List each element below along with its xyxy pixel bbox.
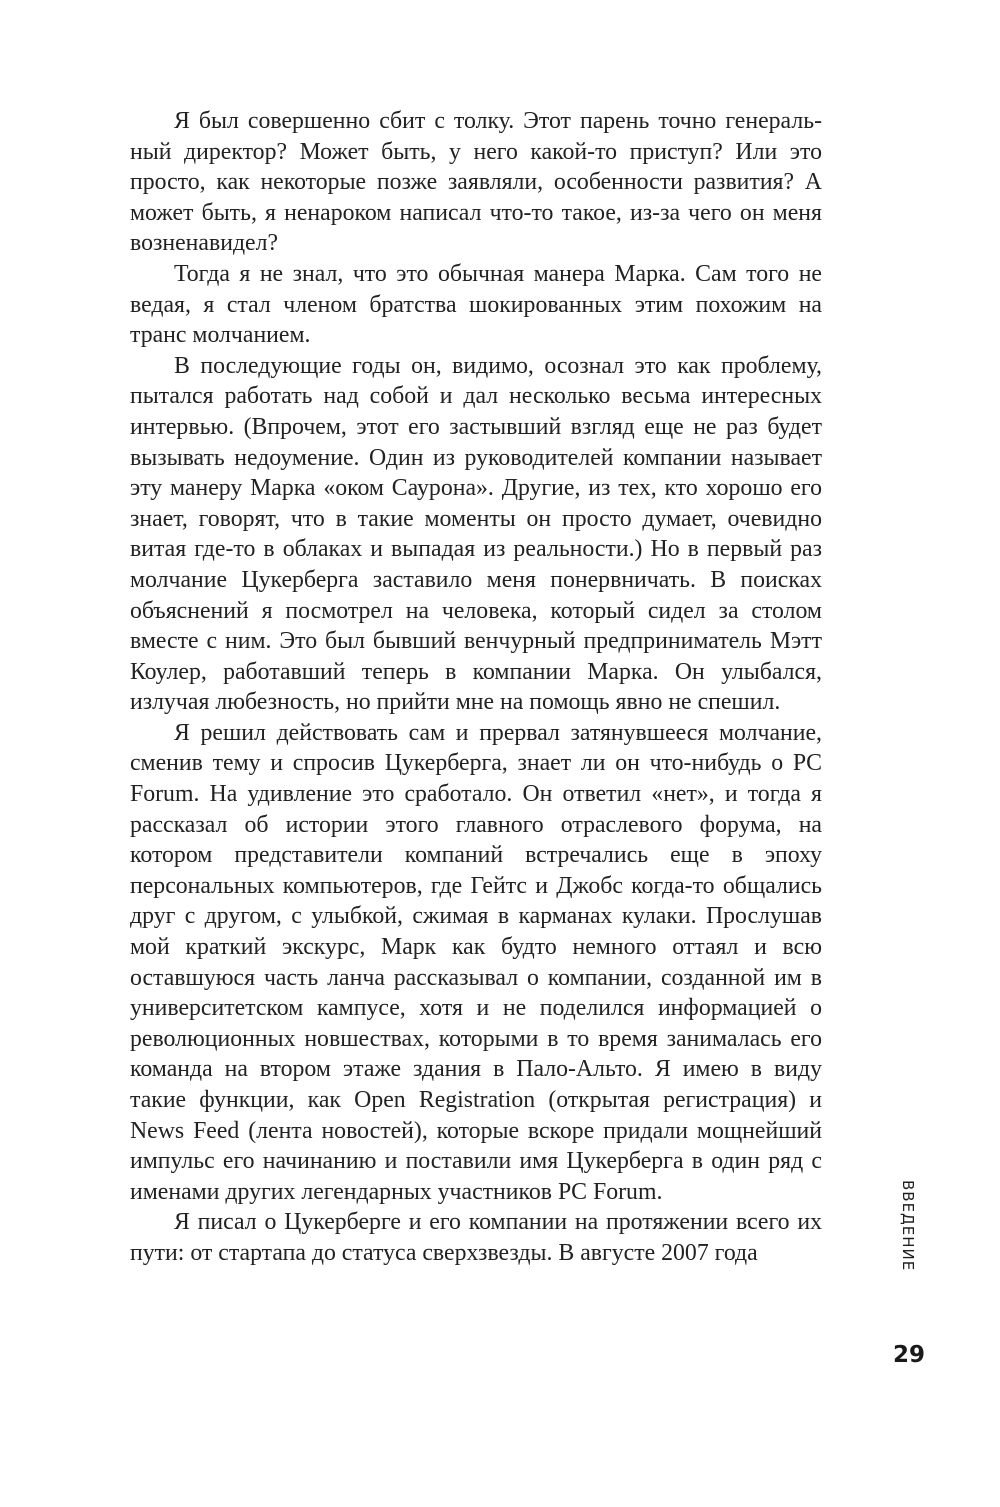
paragraph-4: Я решил действовать сам и прервал затянувшееся молчание, сменив тему и спросив Цукерберга, знает ли он что-нибудь о PC Forum. На удивление это сработало. Он ответил «нет», и тогда я рассказал об истории этого главного отраслевого форума, на котором представители компаний встречались еще в эпоху персональных компьютеров, где Гейтс и Джобс когда-то общались друг с другом, с улыбкой, сжимая в карманах кулаки. Прослушав мой краткий экскурс, Марк как будто немного оттаял и всю оставшуюся часть ланча рассказывал о компании, созданной им в университетском кампусе, хотя и не поделился информацией о революционных новшествах, которыми в то время занималась его команда на втором этаже здания в Пало-Альто. Я имею в виду такие функции, как Open Registration (открытая регистрация) и News Feed (лента новостей), которые вскоре придали мощнейший импульс его начинанию и поставили имя Цукерберга в один ряд с именами других легендарных участников PC Forum. bbox=[130, 719, 822, 1205]
paragraph-5: Я писал о Цукерберге и его компании на протяжении всего их пути: от стартапа до статуса сверхзвезды. В августе 2007 года bbox=[130, 1209, 822, 1266]
page-number: 29 bbox=[892, 1342, 925, 1368]
paragraph-3: В последующие годы он, видимо, осознал это как проблему, пытался работать над собой и дал несколько весьма интересных интервью. (Впрочем, этот его застывший взгляд еще не раз будет вызывать недоумение. Один из руководителей компании называет эту манеру Марка «оком Саурона». Другие, из тех, кто хорошо его знает, говорят, что в такие моменты он просто думает, очевидно витая где-то в облаках и выпадая из реальности.) Но в первый раз молчание Цукерберга заставило меня понервничать. В поисках объяснений я посмотрел на человека, который сидел за столом вместе с ним. Это был бывший венчурный предприниматель Мэтт Коулер, работавший теперь в компании Марка. Он улыбался, излучая любезность, но прийти мне на помощь явно не спешил. bbox=[130, 352, 822, 716]
body-text bbox=[130, 106, 822, 1269]
paragraph-2: Тогда я не знал, что это обычная манера Марка. Сам того не ведая, я стал членом братства шокированных этим похожим на транс молчанием. bbox=[130, 260, 822, 349]
running-head: ВВЕДЕНИЕ bbox=[899, 1180, 917, 1272]
paragraph-1: Я был совершенно сбит с толку. Этот парень точно генеральный директор? Может быть, у него какой-то приступ? Или это просто, как некоторые позже заявляли, особенности развития? А может быть, я ненароком написал что-то такое, из-за чего он меня возненавидел? bbox=[130, 108, 822, 257]
